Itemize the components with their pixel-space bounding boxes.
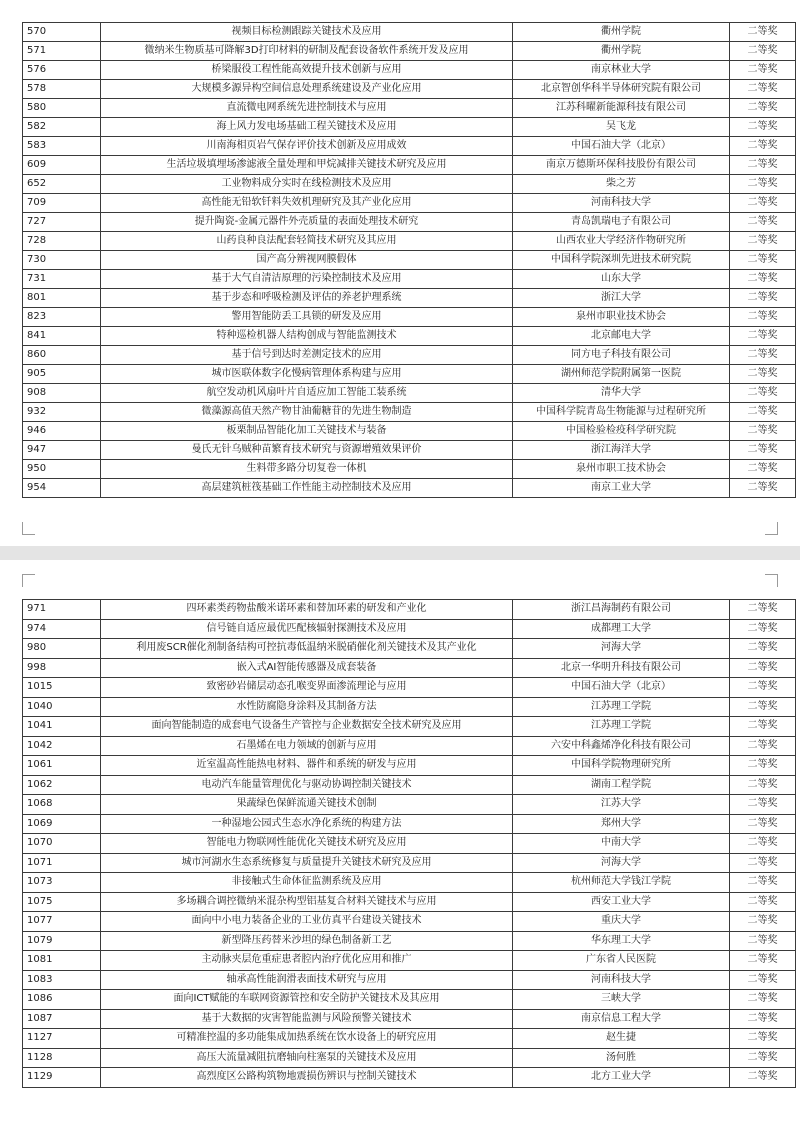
- table-row: [23, 658, 796, 678]
- project-number-cell: 1061: [23, 756, 101, 776]
- table-row: [23, 213, 796, 232]
- organization-cell: 中国检验检疫科学研究院: [513, 422, 730, 441]
- organization-cell: 山东大学: [513, 270, 730, 289]
- award-level-cell: 二等奖: [730, 619, 796, 639]
- table-row: [23, 441, 796, 460]
- project-title-cell: 信号链自适应最优匹配核辐射探测技术及应用: [101, 619, 513, 639]
- project-number-cell: 1086: [23, 990, 101, 1010]
- organization-cell: 西安工业大学: [513, 892, 730, 912]
- award-level-cell: 二等奖: [730, 697, 796, 717]
- award-level-cell: 二等奖: [730, 775, 796, 795]
- project-number-cell: 728: [23, 232, 101, 251]
- project-title-cell: 主动脉夹层危重症患者腔内治疗优化应用和推广: [101, 951, 513, 971]
- project-number-cell: 1129: [23, 1068, 101, 1088]
- project-number-cell: 730: [23, 251, 101, 270]
- table-row: [23, 194, 796, 213]
- crop-mark-bottom-left: [22, 522, 35, 535]
- organization-cell: 三峡大学: [513, 990, 730, 1010]
- project-title-cell: 航空发动机风扇叶片自适应加工智能工装系统: [101, 384, 513, 403]
- project-title-cell: 面向ICT赋能的车联网资源管控和安全防护关键技术及其应用: [101, 990, 513, 1010]
- project-title-cell: 电动汽车能量管理优化与驱动协调控制关键技术: [101, 775, 513, 795]
- project-title-cell: 川南海相页岩气保存评价技术创新及应用成效: [101, 137, 513, 156]
- organization-cell: 河南科技大学: [513, 194, 730, 213]
- organization-cell: 北方工业大学: [513, 1068, 730, 1088]
- table-row: [23, 251, 796, 270]
- project-title-cell: 生活垃圾填埋场渗滤液全量处理和甲烷减排关键技术研究及应用: [101, 156, 513, 175]
- table-row: [23, 912, 796, 932]
- project-number-cell: 582: [23, 118, 101, 137]
- project-number-cell: 950: [23, 460, 101, 479]
- project-number-cell: 823: [23, 308, 101, 327]
- project-title-cell: 提升陶瓷-金属元器件外壳质量的表面处理技术研究: [101, 213, 513, 232]
- award-level-cell: 二等奖: [730, 1009, 796, 1029]
- project-title-cell: 近室温高性能热电材料、器件和系统的研发与应用: [101, 756, 513, 776]
- project-number-cell: 1081: [23, 951, 101, 971]
- project-number-cell: 946: [23, 422, 101, 441]
- award-level-cell: 二等奖: [730, 327, 796, 346]
- project-number-cell: 731: [23, 270, 101, 289]
- organization-cell: 浙江大学: [513, 289, 730, 308]
- award-level-cell: 二等奖: [730, 270, 796, 289]
- award-level-cell: 二等奖: [730, 678, 796, 698]
- award-level-cell: 二等奖: [730, 308, 796, 327]
- table-row: [23, 422, 796, 441]
- project-title-cell: 石墨烯在电力领域的创新与应用: [101, 736, 513, 756]
- project-title-cell: 特种巡检机器人结构创成与智能监测技术: [101, 327, 513, 346]
- organization-cell: 成都理工大学: [513, 619, 730, 639]
- project-number-cell: 571: [23, 42, 101, 61]
- table-row: [23, 697, 796, 717]
- project-title-cell: 一种湿地公园式生态水净化系统的构建方法: [101, 814, 513, 834]
- table-row: [23, 1048, 796, 1068]
- award-level-cell: 二等奖: [730, 251, 796, 270]
- award-level-cell: 二等奖: [730, 61, 796, 80]
- project-title-cell: 高烈度区公路构筑物地震损伤辨识与控制关键技术: [101, 1068, 513, 1088]
- table-row: [23, 42, 796, 61]
- organization-cell: 杭州师范大学钱江学院: [513, 873, 730, 893]
- award-level-cell: 二等奖: [730, 194, 796, 213]
- project-number-cell: 905: [23, 365, 101, 384]
- project-title-cell: 工业物料成分实时在线检测技术及应用: [101, 175, 513, 194]
- project-number-cell: 1128: [23, 1048, 101, 1068]
- award-level-cell: 二等奖: [730, 717, 796, 737]
- organization-cell: 赵生捷: [513, 1029, 730, 1049]
- project-number-cell: 580: [23, 99, 101, 118]
- table-row: [23, 156, 796, 175]
- project-title-cell: 海上风力发电场基础工程关键技术及应用: [101, 118, 513, 137]
- project-title-cell: 国产高分辨视网膜假体: [101, 251, 513, 270]
- project-title-cell: 山药良种良法配套轻简技术研究及其应用: [101, 232, 513, 251]
- organization-cell: 北京邮电大学: [513, 327, 730, 346]
- award-level-cell: 二等奖: [730, 600, 796, 620]
- page-gap: [0, 546, 800, 560]
- organization-cell: 北京一华明升科技有限公司: [513, 658, 730, 678]
- project-title-cell: 板栗制品智能化加工关键技术与装备: [101, 422, 513, 441]
- project-title-cell: 嵌入式AI智能传感器及成套装备: [101, 658, 513, 678]
- project-title-cell: 水性防腐隐身涂料及其制备方法: [101, 697, 513, 717]
- table-row: [23, 479, 796, 498]
- project-title-cell: 四环素类药物盐酸米诺环素和替加环素的研发和产业化: [101, 600, 513, 620]
- organization-cell: 柴之芳: [513, 175, 730, 194]
- table-row: [23, 1009, 796, 1029]
- award-level-cell: 二等奖: [730, 137, 796, 156]
- award-level-cell: 二等奖: [730, 479, 796, 498]
- project-title-cell: 高层建筑桩筏基础工作性能主动控制技术及应用: [101, 479, 513, 498]
- award-level-cell: 二等奖: [730, 990, 796, 1010]
- project-title-cell: 轴承高性能润滑表面技术研究与应用: [101, 970, 513, 990]
- project-number-cell: 709: [23, 194, 101, 213]
- table-row: [23, 270, 796, 289]
- organization-cell: 南京信息工程大学: [513, 1009, 730, 1029]
- organization-cell: 南京万德斯环保科技股份有限公司: [513, 156, 730, 175]
- award-level-cell: 二等奖: [730, 99, 796, 118]
- table-row: [23, 80, 796, 99]
- project-title-cell: 果蔬绿色保鲜流通关键技术创制: [101, 795, 513, 815]
- project-title-cell: 基于步态和呼吸检测及评估的养老护理系统: [101, 289, 513, 308]
- project-title-cell: 致密砂岩储层动态孔喉变界面渗流理论与应用: [101, 678, 513, 698]
- project-title-cell: 视频目标检测跟踪关键技术及应用: [101, 23, 513, 42]
- award-level-cell: 二等奖: [730, 814, 796, 834]
- table-row: [23, 1068, 796, 1088]
- table-row: [23, 232, 796, 251]
- project-number-cell: 583: [23, 137, 101, 156]
- project-number-cell: 860: [23, 346, 101, 365]
- project-number-cell: 1077: [23, 912, 101, 932]
- project-number-cell: 1079: [23, 931, 101, 951]
- award-level-cell: 二等奖: [730, 422, 796, 441]
- table-row: [23, 175, 796, 194]
- project-number-cell: 1073: [23, 873, 101, 893]
- project-number-cell: 974: [23, 619, 101, 639]
- organization-cell: 广东省人民医院: [513, 951, 730, 971]
- project-number-cell: 1083: [23, 970, 101, 990]
- project-title-cell: 新型降压药替米沙坦的绿色制备新工艺: [101, 931, 513, 951]
- organization-cell: 江苏科曜新能源科技有限公司: [513, 99, 730, 118]
- organization-cell: 浙江海洋大学: [513, 441, 730, 460]
- award-level-cell: 二等奖: [730, 795, 796, 815]
- award-level-cell: 二等奖: [730, 756, 796, 776]
- award-level-cell: 二等奖: [730, 853, 796, 873]
- project-title-cell: 可精准控温的多功能集成加热系统在饮水设备上的研究应用: [101, 1029, 513, 1049]
- award-level-cell: 二等奖: [730, 403, 796, 422]
- project-number-cell: 1015: [23, 678, 101, 698]
- project-number-cell: 609: [23, 156, 101, 175]
- table-row: [23, 99, 796, 118]
- project-number-cell: 971: [23, 600, 101, 620]
- project-number-cell: 1042: [23, 736, 101, 756]
- organization-cell: 重庆大学: [513, 912, 730, 932]
- organization-cell: 河南科技大学: [513, 970, 730, 990]
- crop-mark-bottom-right: [765, 522, 778, 535]
- project-number-cell: 1041: [23, 717, 101, 737]
- organization-cell: 河海大学: [513, 853, 730, 873]
- award-level-cell: 二等奖: [730, 175, 796, 194]
- project-title-cell: 面向中小电力装备企业的工业仿真平台建设关键技术: [101, 912, 513, 932]
- organization-cell: 中国科学院青岛生物能源与过程研究所: [513, 403, 730, 422]
- project-number-cell: 1069: [23, 814, 101, 834]
- project-title-cell: 直流微电网系统先进控制技术与应用: [101, 99, 513, 118]
- project-title-cell: 智能电力物联网性能优化关键技术研究及应用: [101, 834, 513, 854]
- award-level-cell: 二等奖: [730, 213, 796, 232]
- table-row: [23, 137, 796, 156]
- project-title-cell: 面向智能制造的成套电气设备生产管控与企业数据安全技术研究及应用: [101, 717, 513, 737]
- award-level-cell: 二等奖: [730, 931, 796, 951]
- table-row: [23, 639, 796, 659]
- project-number-cell: 1127: [23, 1029, 101, 1049]
- organization-cell: 南京林业大学: [513, 61, 730, 80]
- project-title-cell: 生料带多路分切复卷一体机: [101, 460, 513, 479]
- project-title-cell: 高性能无铅软钎料失效机理研究及其产业化应用: [101, 194, 513, 213]
- award-level-cell: 二等奖: [730, 118, 796, 137]
- organization-cell: 同方电子科技有限公司: [513, 346, 730, 365]
- table-row: [23, 775, 796, 795]
- table-row: [23, 814, 796, 834]
- organization-cell: 华东理工大学: [513, 931, 730, 951]
- award-table-body: [23, 23, 796, 498]
- project-title-cell: 利用废SCR催化剂制备结构可控抗毒低温纳米脱硝催化剂关键技术及其产业化: [101, 639, 513, 659]
- project-number-cell: 947: [23, 441, 101, 460]
- table-row: [23, 970, 796, 990]
- table-row: [23, 756, 796, 776]
- project-title-cell: 警用智能防丢工具锁的研发及应用: [101, 308, 513, 327]
- project-title-cell: 多场耦合调控微纳米混杂构型铝基复合材料关键技术与应用: [101, 892, 513, 912]
- table-row: [23, 23, 796, 42]
- organization-cell: 江苏理工学院: [513, 697, 730, 717]
- award-table-body: [23, 600, 796, 1088]
- organization-cell: 衢州学院: [513, 42, 730, 61]
- organization-cell: 江苏理工学院: [513, 717, 730, 737]
- table-row: [23, 403, 796, 422]
- project-title-cell: 基于大数据的灾害智能监测与风险预警关键技术: [101, 1009, 513, 1029]
- project-title-cell: 桥梁服役工程性能高效提升技术创新与应用: [101, 61, 513, 80]
- table-row: [23, 717, 796, 737]
- table-row: [23, 460, 796, 479]
- crop-mark-top-right: [765, 574, 778, 587]
- table-row: [23, 327, 796, 346]
- organization-cell: 中国石油大学（北京）: [513, 678, 730, 698]
- table-row: [23, 61, 796, 80]
- organization-cell: 江苏大学: [513, 795, 730, 815]
- project-title-cell: 城市河湖水生态系统修复与质量提升关键技术研究及应用: [101, 853, 513, 873]
- table-row: [23, 678, 796, 698]
- table-row: [23, 931, 796, 951]
- project-number-cell: 1040: [23, 697, 101, 717]
- award-level-cell: 二等奖: [730, 460, 796, 479]
- table-row: [23, 873, 796, 893]
- award-level-cell: 二等奖: [730, 1029, 796, 1049]
- organization-cell: 郑州大学: [513, 814, 730, 834]
- project-number-cell: 1062: [23, 775, 101, 795]
- award-level-cell: 二等奖: [730, 289, 796, 308]
- award-level-cell: 二等奖: [730, 970, 796, 990]
- table-row: [23, 289, 796, 308]
- project-title-cell: 非接触式生命体征监测系统及应用: [101, 873, 513, 893]
- project-number-cell: 652: [23, 175, 101, 194]
- project-number-cell: 932: [23, 403, 101, 422]
- organization-cell: 中国科学院深圳先进技术研究院: [513, 251, 730, 270]
- organization-cell: 中国科学院物理研究所: [513, 756, 730, 776]
- award-table-page-1: [22, 22, 796, 498]
- organization-cell: 青岛凯瑞电子有限公司: [513, 213, 730, 232]
- table-row: [23, 990, 796, 1010]
- organization-cell: 清华大学: [513, 384, 730, 403]
- project-title-cell: 微藻源高值天然产物甘油葡糖苷的先进生物制造: [101, 403, 513, 422]
- award-level-cell: 二等奖: [730, 23, 796, 42]
- award-level-cell: 二等奖: [730, 156, 796, 175]
- organization-cell: 汤何胜: [513, 1048, 730, 1068]
- project-number-cell: 998: [23, 658, 101, 678]
- award-level-cell: 二等奖: [730, 834, 796, 854]
- award-level-cell: 二等奖: [730, 384, 796, 403]
- project-number-cell: 1075: [23, 892, 101, 912]
- award-table-page-2: [22, 599, 796, 1088]
- project-title-cell: 基于大气自清洁原理的污染控制技术及应用: [101, 270, 513, 289]
- organization-cell: 湖南工程学院: [513, 775, 730, 795]
- project-number-cell: 1087: [23, 1009, 101, 1029]
- project-number-cell: 578: [23, 80, 101, 99]
- organization-cell: 六安中科鑫烯净化科技有限公司: [513, 736, 730, 756]
- project-number-cell: 954: [23, 479, 101, 498]
- table-row: [23, 736, 796, 756]
- award-level-cell: 二等奖: [730, 736, 796, 756]
- organization-cell: 山西农业大学经济作物研究所: [513, 232, 730, 251]
- award-level-cell: 二等奖: [730, 346, 796, 365]
- project-number-cell: 1071: [23, 853, 101, 873]
- project-number-cell: 1068: [23, 795, 101, 815]
- award-level-cell: 二等奖: [730, 873, 796, 893]
- project-number-cell: 1070: [23, 834, 101, 854]
- project-title-cell: 城市医联体数字化慢病管理体系构建与应用: [101, 365, 513, 384]
- table-row: [23, 1029, 796, 1049]
- table-row: [23, 853, 796, 873]
- organization-cell: 衢州学院: [513, 23, 730, 42]
- project-number-cell: 727: [23, 213, 101, 232]
- organization-cell: 中南大学: [513, 834, 730, 854]
- table-row: [23, 384, 796, 403]
- project-number-cell: 801: [23, 289, 101, 308]
- project-number-cell: 841: [23, 327, 101, 346]
- crop-mark-top-left: [22, 574, 35, 587]
- project-title-cell: 基于信号到达时差测定技术的应用: [101, 346, 513, 365]
- project-title-cell: 大规模多源异构空间信息处理系统建设及产业化应用: [101, 80, 513, 99]
- organization-cell: 中国石油大学（北京）: [513, 137, 730, 156]
- organization-cell: 南京工业大学: [513, 479, 730, 498]
- project-title-cell: 微纳米生物质基可降解3D打印材料的研制及配套设备软件系统开发及应用: [101, 42, 513, 61]
- organization-cell: 泉州市职工技术协会: [513, 460, 730, 479]
- table-row: [23, 951, 796, 971]
- project-number-cell: 908: [23, 384, 101, 403]
- award-level-cell: 二等奖: [730, 892, 796, 912]
- table-row: [23, 834, 796, 854]
- award-level-cell: 二等奖: [730, 365, 796, 384]
- table-row: [23, 892, 796, 912]
- table-row: [23, 795, 796, 815]
- table-row: [23, 365, 796, 384]
- table-row: [23, 346, 796, 365]
- organization-cell: 湖州师范学院附属第一医院: [513, 365, 730, 384]
- award-level-cell: 二等奖: [730, 658, 796, 678]
- award-level-cell: 二等奖: [730, 80, 796, 99]
- organization-cell: 吴飞龙: [513, 118, 730, 137]
- organization-cell: 泉州市职业技术协会: [513, 308, 730, 327]
- table-row: [23, 619, 796, 639]
- project-title-cell: 高压大流量减阻抗磨轴向柱塞泵的关键技术及应用: [101, 1048, 513, 1068]
- project-number-cell: 576: [23, 61, 101, 80]
- award-level-cell: 二等奖: [730, 42, 796, 61]
- award-level-cell: 二等奖: [730, 1048, 796, 1068]
- award-level-cell: 二等奖: [730, 912, 796, 932]
- award-level-cell: 二等奖: [730, 639, 796, 659]
- table-row: [23, 118, 796, 137]
- table-row: [23, 600, 796, 620]
- award-level-cell: 二等奖: [730, 1068, 796, 1088]
- project-number-cell: 570: [23, 23, 101, 42]
- award-level-cell: 二等奖: [730, 951, 796, 971]
- award-level-cell: 二等奖: [730, 232, 796, 251]
- organization-cell: 浙江昌海制药有限公司: [513, 600, 730, 620]
- table-row: [23, 308, 796, 327]
- award-level-cell: 二等奖: [730, 441, 796, 460]
- organization-cell: 河海大学: [513, 639, 730, 659]
- project-number-cell: 980: [23, 639, 101, 659]
- organization-cell: 北京智创华科半导体研究院有限公司: [513, 80, 730, 99]
- project-title-cell: 曼氏无针乌贼种苗繁育技术研究与资源增殖效果评价: [101, 441, 513, 460]
